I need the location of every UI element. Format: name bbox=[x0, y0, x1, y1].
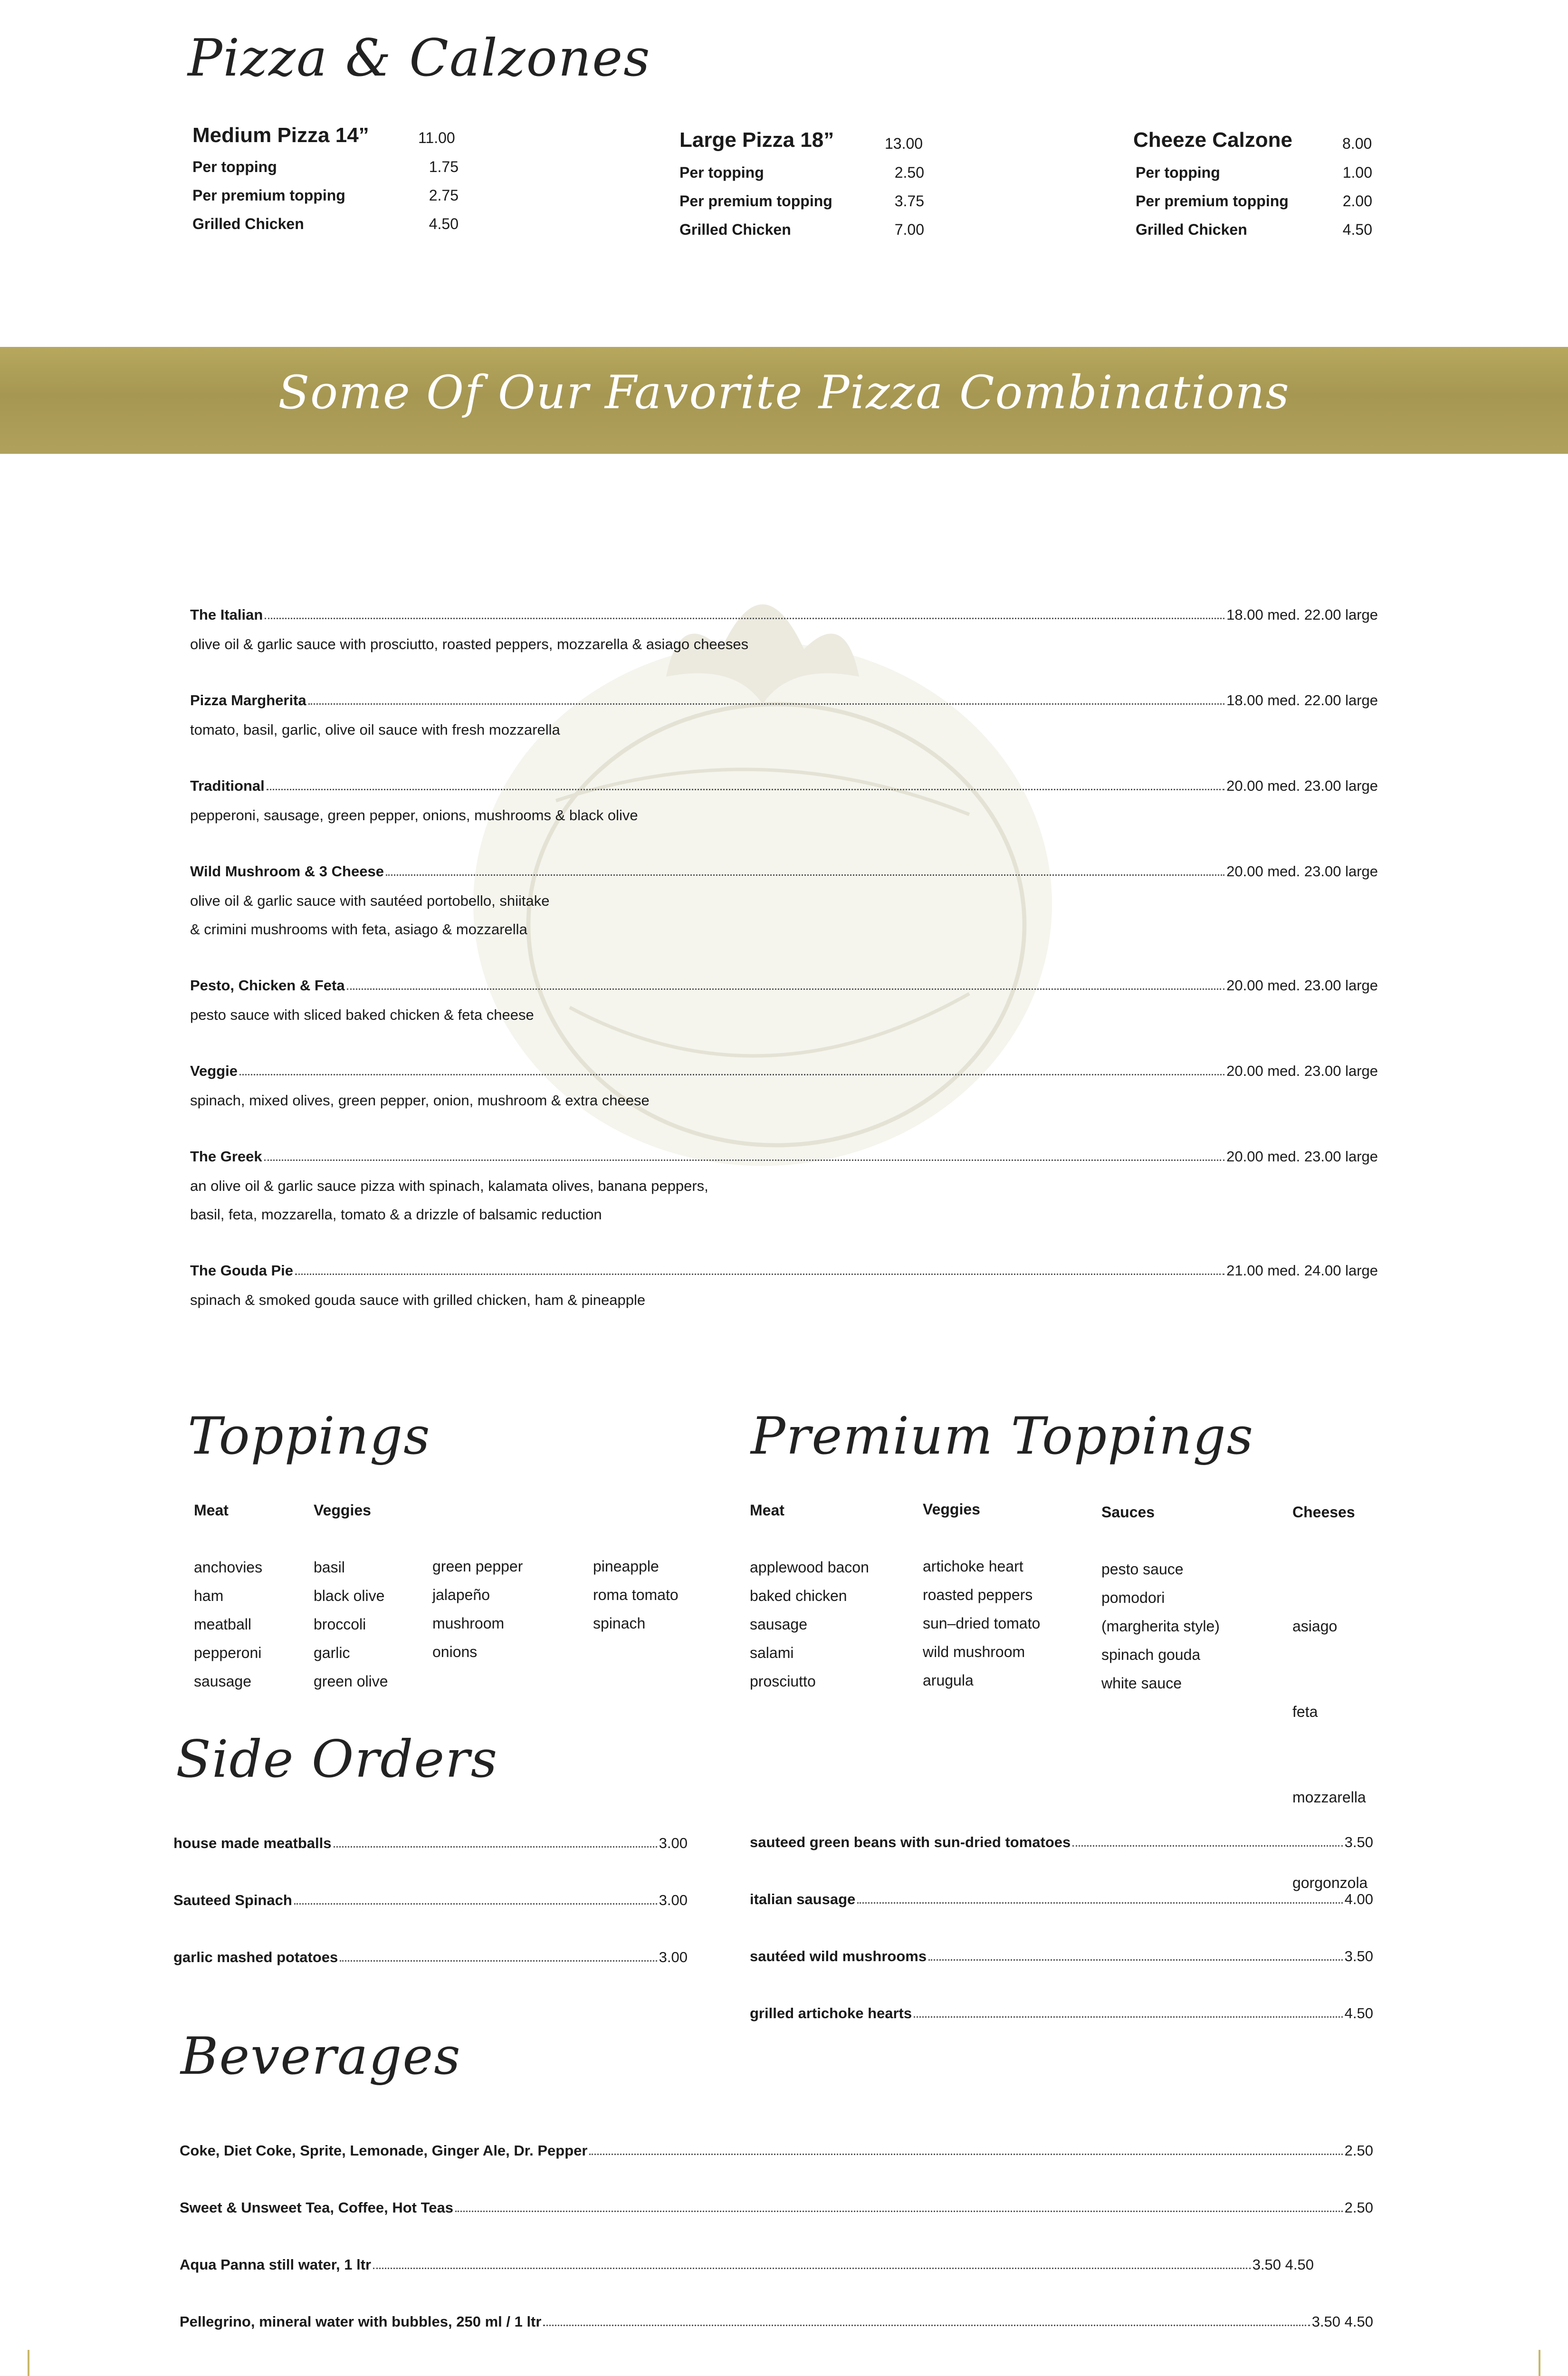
price-block-calzone bbox=[1133, 128, 1292, 152]
list-item: pineapple bbox=[593, 1558, 659, 1575]
combo-desc: & crimini mushrooms with feta, asiago & mozzarella bbox=[190, 921, 527, 938]
side-order-name: sauteed green beans with sun-dried tomatoes bbox=[750, 1834, 1071, 1850]
price-row-value: 7.00 bbox=[894, 221, 924, 238]
side-order-item bbox=[173, 1946, 688, 1966]
side-order-price: 4.50 bbox=[1344, 2005, 1373, 2022]
beverage-item bbox=[180, 2310, 1373, 2330]
combo-desc: spinach, mixed olives, green pepper, onion, mushroom & extra cheese bbox=[190, 1092, 650, 1109]
list-item: black olive bbox=[314, 1587, 385, 1604]
list-item: garlic bbox=[314, 1644, 350, 1661]
beverage-item bbox=[180, 2196, 1373, 2216]
price-row-value: 4.50 bbox=[429, 215, 459, 232]
price-row-value: 1.75 bbox=[429, 158, 459, 175]
combo-desc: basil, feta, mozzarella, tomato & a drizzle of balsamic reduction bbox=[190, 1206, 602, 1223]
price-block-large bbox=[679, 128, 834, 152]
beverage-name: Pellegrino, mineral water with bubbles, 250 ml / 1 ltr bbox=[180, 2313, 542, 2330]
beverage-name: Aqua Panna still water, 1 ltr bbox=[180, 2256, 372, 2273]
beverage-price: 2.50 bbox=[1344, 2199, 1373, 2216]
combo-name: Wild Mushroom & 3 Cheese bbox=[190, 863, 384, 880]
combo-name: Traditional bbox=[190, 777, 265, 794]
combo-desc: pepperoni, sausage, green pepper, onions, mushrooms & black olive bbox=[190, 807, 638, 824]
beverage-price: 2.50 bbox=[1344, 2142, 1373, 2159]
list-item: basil bbox=[314, 1559, 345, 1576]
list-item: green olive bbox=[314, 1673, 388, 1690]
combo-name: Pesto, Chicken & Feta bbox=[190, 977, 345, 994]
toppings-veggies-list bbox=[314, 1553, 388, 1696]
price-row-label: Per premium topping bbox=[679, 192, 832, 210]
list-item: broccoli bbox=[314, 1616, 366, 1633]
price-row-label: Per topping bbox=[679, 164, 764, 181]
combo-price: 20.00 med. 23.00 large bbox=[1226, 777, 1378, 794]
side-order-item bbox=[173, 1832, 688, 1852]
section-title-side-orders: Side Orders bbox=[176, 1730, 498, 1789]
toppings-meat-list bbox=[194, 1553, 262, 1696]
premium-meat-header: Meat bbox=[750, 1502, 784, 1519]
list-item: mushroom bbox=[432, 1615, 505, 1632]
combo-desc: an olive oil & garlic sauce pizza with spinach, kalamata olives, banana peppers, bbox=[190, 1178, 708, 1194]
combo-item bbox=[190, 689, 1378, 744]
price-block-medium bbox=[192, 124, 369, 147]
side-order-item bbox=[750, 1945, 1373, 1965]
side-order-name: garlic mashed potatoes bbox=[173, 1949, 338, 1965]
combo-item bbox=[190, 860, 1378, 944]
list-item: pepperoni bbox=[194, 1644, 262, 1661]
list-item: salami bbox=[750, 1644, 794, 1661]
price-row-label: Per premium topping bbox=[192, 187, 345, 204]
side-order-name: house made meatballs bbox=[173, 1835, 332, 1851]
list-item: asiago bbox=[1292, 1618, 1338, 1635]
premium-veggies-header: Veggies bbox=[923, 1501, 980, 1518]
price-row-label: Grilled Chicken bbox=[192, 215, 304, 232]
section-title-pizza-calzones: Pizza & Calzones bbox=[188, 29, 651, 88]
toppings-veggies-list bbox=[593, 1552, 679, 1638]
combo-desc: olive oil & garlic sauce with sautéed portobello, shiitake bbox=[190, 892, 550, 909]
side-order-price: 3.00 bbox=[659, 1835, 688, 1851]
list-item: sun–dried tomato bbox=[923, 1615, 1041, 1632]
list-item: applewood bacon bbox=[750, 1559, 869, 1576]
block-price: 11.00 bbox=[418, 129, 455, 146]
side-order-price: 3.00 bbox=[659, 1892, 688, 1908]
list-item: roasted peppers bbox=[923, 1586, 1033, 1603]
list-item: arugula bbox=[923, 1672, 974, 1689]
beverage-item bbox=[180, 2139, 1373, 2159]
beverage-name: Coke, Diet Coke, Sprite, Lemonade, Ginger Ale, Dr. Pepper bbox=[180, 2142, 588, 2159]
premium-sauces-header: Sauces bbox=[1101, 1504, 1155, 1521]
list-item: roma tomato bbox=[593, 1586, 679, 1603]
combo-item bbox=[190, 1060, 1378, 1115]
list-item: wild mushroom bbox=[923, 1643, 1025, 1660]
premium-meat-list bbox=[750, 1553, 869, 1696]
list-item: spinach gouda bbox=[1101, 1646, 1201, 1663]
combo-price: 18.00 med. 22.00 large bbox=[1226, 692, 1378, 709]
list-item: baked chicken bbox=[750, 1587, 847, 1604]
premium-cheeses-list bbox=[1292, 1555, 1367, 1926]
list-item: anchovies bbox=[194, 1559, 263, 1576]
block-title: Cheeze Calzone bbox=[1133, 128, 1292, 152]
list-item: onions bbox=[432, 1643, 478, 1660]
combo-name: The Greek bbox=[190, 1148, 262, 1165]
combo-item bbox=[190, 604, 1378, 659]
combo-price: 20.00 med. 23.00 large bbox=[1226, 863, 1378, 880]
beverage-price: 3.50 4.50 bbox=[1252, 2256, 1314, 2273]
list-item: spinach bbox=[593, 1615, 646, 1632]
block-title: Medium Pizza 14” bbox=[192, 124, 369, 147]
price-row-label: Grilled Chicken bbox=[679, 221, 791, 238]
side-order-name: italian sausage bbox=[750, 1891, 856, 1907]
list-item: white sauce bbox=[1101, 1675, 1182, 1692]
side-order-price: 3.50 bbox=[1344, 1834, 1373, 1850]
list-item: ham bbox=[194, 1587, 224, 1604]
list-item: meatball bbox=[194, 1616, 251, 1633]
price-row-value: 2.00 bbox=[1342, 192, 1372, 210]
toppings-veggies-list bbox=[432, 1552, 523, 1666]
section-title-favorites: Some Of Our Favorite Pizza Combinations bbox=[278, 366, 1290, 419]
section-title-beverages: Beverages bbox=[181, 2027, 461, 2086]
price-row-label: Per topping bbox=[1136, 164, 1220, 181]
price-row-value: 1.00 bbox=[1342, 164, 1372, 181]
greek-key-ornament-icon bbox=[26, 2347, 88, 2376]
price-row-value: 3.75 bbox=[894, 192, 924, 210]
combo-price: 18.00 med. 22.00 large bbox=[1226, 606, 1378, 623]
side-order-item bbox=[173, 1889, 688, 1909]
toppings-veggies-header: Veggies bbox=[314, 1502, 371, 1519]
list-item: artichoke heart bbox=[923, 1558, 1023, 1575]
beverage-name: Sweet & Unsweet Tea, Coffee, Hot Teas bbox=[180, 2199, 453, 2216]
price-row-value: 2.75 bbox=[429, 187, 459, 204]
side-order-name: sautéed wild mushrooms bbox=[750, 1948, 927, 1964]
side-order-item bbox=[750, 2002, 1373, 2022]
combo-item bbox=[190, 1145, 1378, 1229]
side-order-item bbox=[750, 1831, 1373, 1851]
side-order-price: 3.00 bbox=[659, 1949, 688, 1965]
combo-price: 21.00 med. 24.00 large bbox=[1226, 1262, 1378, 1279]
section-title-toppings: Toppings bbox=[188, 1407, 431, 1466]
side-order-price: 4.00 bbox=[1344, 1891, 1373, 1907]
block-price: 8.00 bbox=[1342, 135, 1372, 152]
price-row-value: 2.50 bbox=[894, 164, 924, 181]
combo-item bbox=[190, 974, 1378, 1029]
beverage-price: 3.50 4.50 bbox=[1311, 2313, 1373, 2330]
side-order-item bbox=[750, 1888, 1373, 1908]
combo-name: Pizza Margherita bbox=[190, 692, 306, 709]
side-order-name: grilled artichoke hearts bbox=[750, 2005, 912, 2022]
combo-item bbox=[190, 775, 1378, 830]
combo-price: 20.00 med. 23.00 large bbox=[1226, 1063, 1378, 1079]
toppings-meat-header: Meat bbox=[194, 1502, 229, 1519]
list-item: green pepper bbox=[432, 1558, 523, 1575]
combo-desc: spinach & smoked gouda sauce with grilled chicken, ham & pineapple bbox=[190, 1292, 646, 1308]
list-item: jalapeño bbox=[432, 1586, 490, 1603]
combo-name: The Italian bbox=[190, 606, 263, 623]
list-item: prosciutto bbox=[750, 1673, 816, 1690]
side-order-price: 3.50 bbox=[1344, 1948, 1373, 1964]
combo-name: Veggie bbox=[190, 1063, 238, 1079]
block-title: Large Pizza 18” bbox=[679, 128, 834, 152]
list-item: pesto sauce bbox=[1101, 1561, 1184, 1578]
premium-sauces-list bbox=[1101, 1555, 1220, 1697]
list-item: sausage bbox=[194, 1673, 251, 1690]
list-item: gorgonzola bbox=[1292, 1874, 1368, 1891]
price-row-label: Grilled Chicken bbox=[1136, 221, 1247, 238]
combo-price: 20.00 med. 23.00 large bbox=[1226, 1148, 1378, 1165]
list-item: sausage bbox=[750, 1616, 807, 1633]
combo-desc: olive oil & garlic sauce with prosciutto, roasted peppers, mozzarella & asiago cheeses bbox=[190, 636, 749, 652]
combo-item bbox=[190, 1259, 1378, 1314]
greek-key-ornament-icon bbox=[1480, 2347, 1542, 2376]
block-price: 13.00 bbox=[885, 135, 923, 152]
beverage-item bbox=[180, 2253, 1314, 2273]
section-title-premium-toppings: Premium Toppings bbox=[751, 1407, 1254, 1466]
combo-desc: tomato, basil, garlic, olive oil sauce with fresh mozzarella bbox=[190, 721, 560, 738]
price-row-label: Per premium topping bbox=[1136, 192, 1289, 210]
combo-desc: pesto sauce with sliced baked chicken & feta cheese bbox=[190, 1006, 534, 1023]
combo-name: The Gouda Pie bbox=[190, 1262, 294, 1279]
list-item: (margherita style) bbox=[1101, 1618, 1220, 1635]
premium-cheeses-header: Cheeses bbox=[1292, 1504, 1355, 1521]
premium-veggies-list bbox=[923, 1552, 1040, 1695]
price-row-label: Per topping bbox=[192, 158, 277, 175]
price-row-value: 4.50 bbox=[1342, 221, 1372, 238]
list-item: pomodori bbox=[1101, 1589, 1165, 1606]
list-item: mozzarella bbox=[1292, 1789, 1366, 1806]
side-order-name: Sauteed Spinach bbox=[173, 1892, 292, 1908]
list-item: feta bbox=[1292, 1703, 1318, 1720]
combo-price: 20.00 med. 23.00 large bbox=[1226, 977, 1378, 994]
